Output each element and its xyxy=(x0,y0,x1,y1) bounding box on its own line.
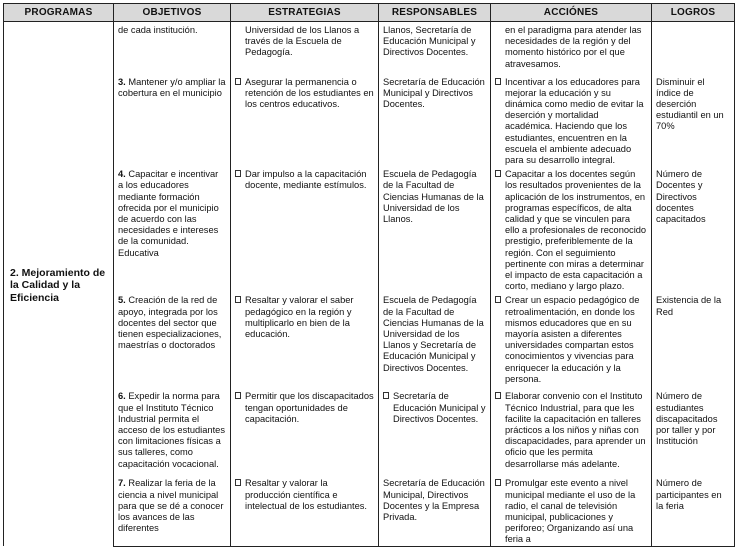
table-row xyxy=(4,74,735,167)
logros-text: Número de participantes en la feria xyxy=(656,478,722,511)
logros-cell xyxy=(652,475,735,546)
acciones-text: Elaborar convenio con el Instituto Técnico Industrial, para que les facilite la capacitación en talleres prácticos a los niños y niñas con discapacidades, para aprender un oficio que les permita desarrollarse más adelante. xyxy=(505,391,646,469)
estrategia-cell xyxy=(231,292,379,388)
logros-text: Disminuir el índice de deserción estudiantil en un 70% xyxy=(656,76,724,132)
responsables-text: Secretaría de Educación Municipal, Directivos Docentes y la Empresa Privada. xyxy=(383,478,485,522)
responsables-cell xyxy=(379,292,491,388)
header-objetivos: OBJETIVOS xyxy=(114,4,231,22)
bullet-box-icon xyxy=(495,296,501,303)
header-programas: PROGRAMAS xyxy=(4,4,114,22)
logros-cell xyxy=(652,292,735,388)
plan-table xyxy=(3,3,735,547)
estrategia-text: Universidad de los Llanos a través de la Escuela de Pedagogía. xyxy=(245,25,360,58)
bullet-box-icon xyxy=(495,170,501,177)
estrategia-cell xyxy=(231,166,379,292)
responsables-text: Llanos, Secretaría de Educación Municipal y Directivos Docentes. xyxy=(383,25,476,58)
acciones-text: Capacitar a los docentes según los resultados provenientes de la aplicación de los instrumentos, en programas específicos, de alta calidad y que se vinculen para ello a profesionales de reconocido prestigio, preferiblemente de la región. Con el seguimiento pertinente con miras a determinar el impacto de esta capacitación a corto, mediano y largo plazo. xyxy=(505,169,647,292)
acciones-cell xyxy=(491,388,652,475)
table-row xyxy=(4,166,735,292)
bullet-box-icon xyxy=(235,170,241,177)
logros-cell xyxy=(652,166,735,292)
logros-cell xyxy=(652,22,735,74)
objetivo-text: Expedir la norma para que el Instituto Técnico Industrial permita el acceso de los estudiantes con limitaciones físicas a sus talleres, como capacitación vocacional. xyxy=(118,391,225,469)
header-estrategias: ESTRATEGIAS xyxy=(231,4,379,22)
bullet-box-icon xyxy=(383,392,389,399)
table-row xyxy=(4,475,735,546)
header-acciones: ACCIÓNES xyxy=(491,4,652,22)
objetivo-cell xyxy=(114,388,231,475)
bullet-box-icon xyxy=(235,78,241,85)
bullet-box-icon xyxy=(235,392,241,399)
responsables-cell xyxy=(379,166,491,292)
objetivo-text: Capacitar e incentivar a los educadores mediante formación ofrecida por el municipio de acuerdo con las necesidades e intereses de la comunidad. Educativa xyxy=(118,169,219,258)
bullet-box-icon xyxy=(495,392,501,399)
objetivo-number: 6. xyxy=(118,391,126,402)
responsables-text: Secretaría de Educación Municipal y Directivos Docentes. xyxy=(383,76,485,109)
acciones-text: Crear un espacio pedagógico de retroalimentación, en donde los mismos educadores que en su mayoría asisten a diferentes universidades compartan estos conocimientos y vivencias para enriquecer la educación y la persona. xyxy=(505,295,640,384)
bullet-box-icon xyxy=(495,78,501,85)
header-responsables: RESPONSABLES xyxy=(379,4,491,22)
document-page xyxy=(3,3,734,545)
acciones-text: en el paradigma para atender las necesidades de la región y del momento histórico por el que atravesamos. xyxy=(505,25,642,69)
bullet-box-icon xyxy=(495,479,501,486)
acciones-text: Incentivar a los educadores para mejorar la educación y su dinámica como medio de evitar la deserción y mortalidad académica. Haciendo que los estudiantes, encuentren en la escuela el ambiente adecuado para su desarrollo integral. xyxy=(505,76,644,165)
responsables-text: Escuela de Pedagogía de la Facultad de Ciencias Humanas de la Universidad de los Llanos y Secretaría de Educación Municipal y Directivos Docentes. xyxy=(383,295,484,373)
acciones-cell xyxy=(491,22,652,74)
acciones-text: Promulgar este evento a nivel municipal mediante el uso de la radio, el canal de televisión municipal, publicaciones y periforeo; Organizando así una feria a xyxy=(505,478,636,545)
programa-cell: 2. Mejoramiento de la Calidad y la Eficiencia xyxy=(4,22,114,547)
objetivo-cell xyxy=(114,475,231,546)
objetivo-cell xyxy=(114,166,231,292)
responsables-cell xyxy=(379,475,491,546)
estrategia-text: Dar impulso a la capacitación docente, mediante estímulos. xyxy=(245,169,367,191)
objetivo-number: 7. xyxy=(118,478,126,489)
table-row xyxy=(4,22,735,74)
logros-text: Número de estudiantes discapacitados por taller y por Institución xyxy=(656,391,718,447)
objetivo-text: Mantener y/o ampliar la cobertura en el municipio xyxy=(118,76,226,98)
acciones-cell xyxy=(491,166,652,292)
objetivo-cell xyxy=(114,292,231,388)
acciones-cell xyxy=(491,475,652,546)
objetivo-text: de cada institución. xyxy=(118,25,198,35)
logros-text: Existencia de la Red xyxy=(656,295,722,317)
objetivo-number: 3. xyxy=(118,76,126,87)
estrategia-text: Asegurar la permanencia o retención de los estudiantes en los centros educativos. xyxy=(245,76,374,109)
logros-cell xyxy=(652,388,735,475)
estrategia-text: Permitir que los discapacitados tengan oportunidades de capacitación. xyxy=(245,391,374,424)
objetivo-text: Creación de la red de apoyo, integrada por los docentes del sector que tienen especializaciones, maestrías o doctorados xyxy=(118,295,222,351)
estrategia-cell xyxy=(231,475,379,546)
estrategia-cell xyxy=(231,74,379,167)
estrategia-cell xyxy=(231,388,379,475)
acciones-cell xyxy=(491,74,652,167)
logros-cell xyxy=(652,74,735,167)
estrategia-text: Resaltar y valorar el saber pedagógico en la región y multiplicarlo en bien de la educación. xyxy=(245,295,354,339)
responsables-text: Secretaría de Educación Municipal y Directivos Docentes. xyxy=(393,391,486,424)
objetivo-number: 5. xyxy=(118,295,126,306)
responsables-cell xyxy=(379,388,491,475)
responsables-text: Escuela de Pedagogía de la Facultad de Ciencias Humanas de la Universidad de los Llanos. xyxy=(383,169,484,224)
table-row xyxy=(4,388,735,475)
objetivo-number: 4. xyxy=(118,169,126,180)
acciones-cell xyxy=(491,292,652,388)
table-row xyxy=(4,292,735,388)
objetivo-cell xyxy=(114,22,231,74)
estrategia-cell xyxy=(231,22,379,74)
objetivo-cell xyxy=(114,74,231,167)
header-logros: LOGROS xyxy=(652,4,735,22)
bullet-box-icon xyxy=(235,296,241,303)
estrategia-text: Resaltar y valorar la producción científica e intelectual de los estudiantes. xyxy=(245,478,367,511)
responsables-cell xyxy=(379,22,491,74)
bullet-box-icon xyxy=(235,479,241,486)
objetivo-text: Realizar la feria de la ciencia a nivel municipal para que se dé a conocer los avances de las diferentes xyxy=(118,478,224,534)
logros-text: Número de Docentes y Directivos docentes capacitados xyxy=(656,169,706,224)
responsables-cell xyxy=(379,74,491,167)
header-row xyxy=(4,4,735,22)
